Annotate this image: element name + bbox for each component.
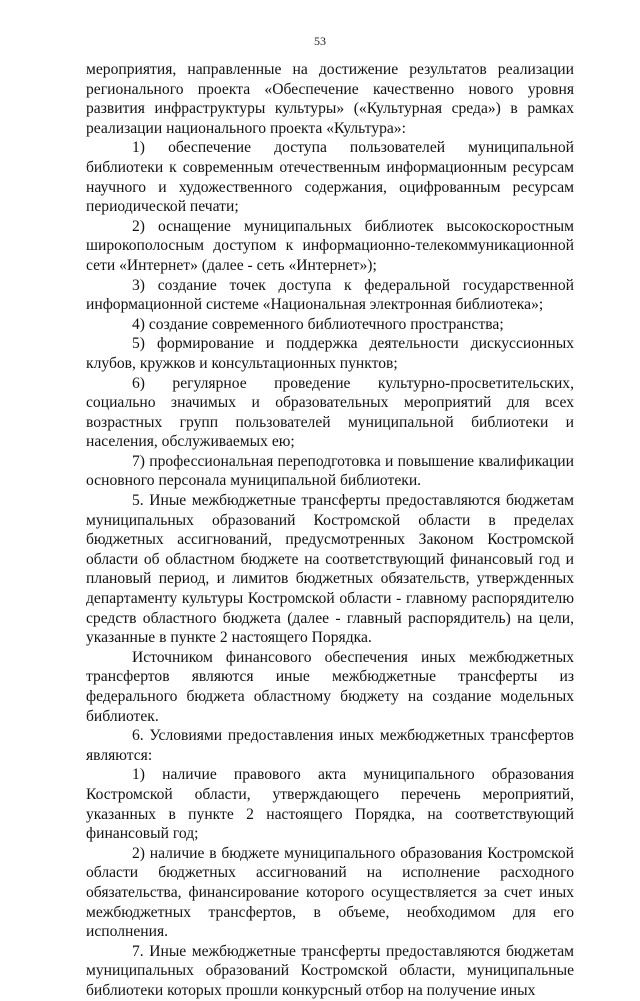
clause-5: 5. Иные межбюджетные трансферты предоставляются бюджетам муниципальных образований Костромской области в пределах бюджетных ассигнований, предусмотренных Законом Костромской области об областном бюджете на соответствующий финансовый год и плановый период, и лимитов бюджетных обязательств, утвержденных департаменту культуры Костромской области - главному распорядителю средств областного бюджета (далее - главный распорядитель) на цели, указанные в пункте 2 настоящего Порядка. [86, 492, 574, 647]
clause-6: 6. Условиями предоставления иных межбюджетных трансфертов являются: [86, 727, 574, 764]
list-item-7: 7) профессиональная переподготовка и повышение квалификации основного персонала муниципальной библиотеки. [86, 452, 574, 490]
page-number: 53 [314, 34, 326, 48]
clause-5-funding-source: Источником финансового обеспечения иных межбюджетных трансфертов являются иные межбюджетные трансферты из федерального бюджета областному бюджету на создание модельных библиотек. [86, 648, 574, 725]
list-item-6: 6) регулярное проведение культурно-просветительских, социально значимых и образовательных мероприятий для всех возрастных групп пользователей муниципальной библиотеки и населения, обслуживаемых ею; [86, 374, 574, 451]
clause-7: 7. Иные межбюджетные трансферты предоставляются бюджетам муниципальных образований Костромской области, муниципальные библиотеки которых прошли конкурсный отбор на получение иных [86, 942, 574, 999]
list-item-5: 5) формирование и поддержка деятельности дискуссионных клубов, кружков и консультационных пунктов; [86, 335, 574, 372]
clause-6-condition-1: 1) наличие правового акта муниципального образования Костромской области, утверждающего перечень мероприятий, указанных в пункте 2 настоящего Порядка, на соответствующий финансовый год; [86, 766, 574, 843]
list-item-4: 4) создание современного библиотечного пространства; [132, 315, 504, 333]
document-body [86, 60, 574, 1001]
clause-6-condition-2: 2) наличие в бюджете муниципального образования Костромской области бюджетных ассигнований на исполнение расходного обязательства, финансирование которого осуществляется за счет иных межбюджетных трансфертов, в объеме, необходимом для его исполнения. [86, 844, 574, 941]
list-item-2: 2) оснащение муниципальных библиотек высокоскоростным широкополосным доступом к информационно-телекоммуникационной сети «Интернет» (далее - сеть «Интернет»); [86, 217, 574, 274]
list-item-3: 3) создание точек доступа к федеральной государственной информационной системе «Национальная электронная библиотека»; [86, 276, 574, 314]
paragraph-intro: мероприятия, направленные на достижение результатов реализации регионального проекта «Обеспечение качественно нового уровня развития инфраструктуры культуры» («Культурная среда») в рамках реализации национального проекта «Культура»: [86, 61, 574, 137]
list-item-1: 1) обеспечение доступа пользователей муниципальной библиотеки к современным отечественным информационным ресурсам научного и художественного содержания, оцифрованным ресурсам периодической печати; [86, 139, 574, 216]
